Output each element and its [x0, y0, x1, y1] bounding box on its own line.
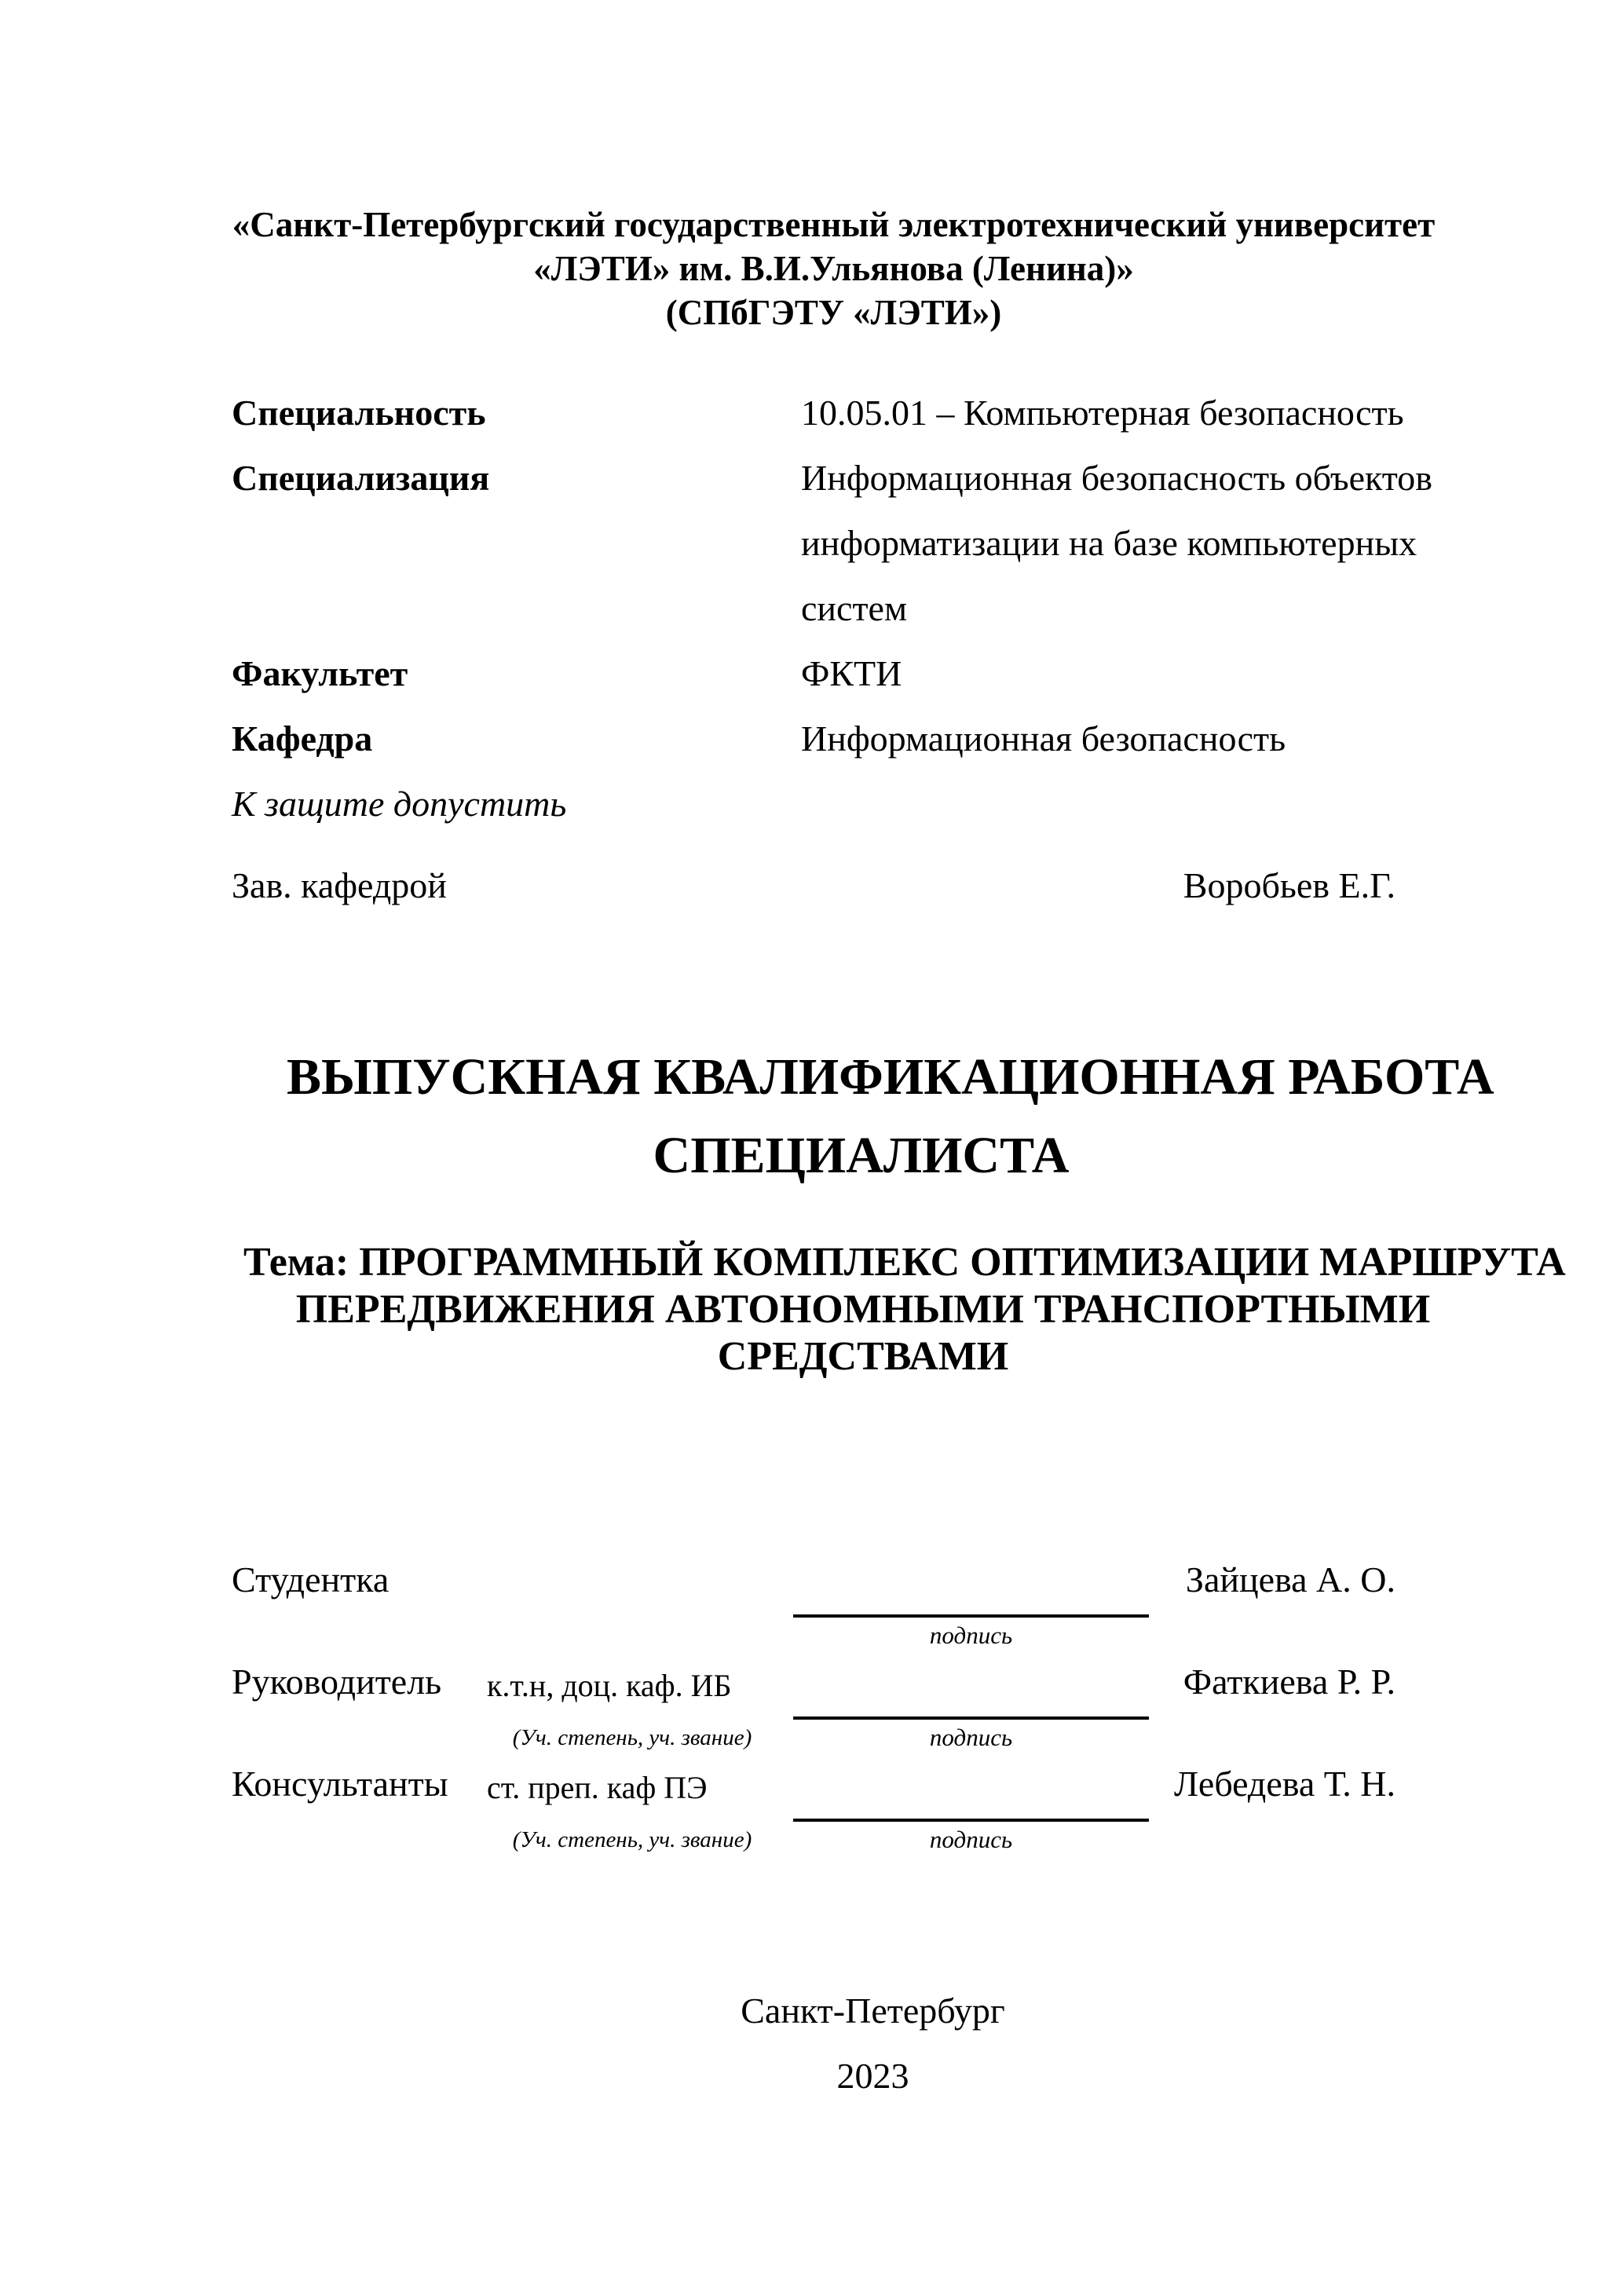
work-type-line2: СПЕЦИАЛИСТА [653, 1127, 1070, 1184]
university-name-line3: (СПбГЭТУ «ЛЭТИ») [665, 293, 1002, 332]
student-role-label: Студентка [232, 1559, 390, 1600]
specialization-value [801, 445, 1432, 641]
supervisor-signature-caption: подпись [929, 1724, 1013, 1751]
specialization-value-line3: систем [801, 588, 908, 628]
student-name: Зайцева А. О. [1185, 1559, 1395, 1600]
specialization-row [0, 445, 1624, 628]
student-signature-line [793, 1614, 1149, 1618]
work-type-title [232, 1038, 1494, 1195]
supervisor-degree-caption: (Уч. степень, уч. звание) [512, 1725, 752, 1750]
specialty-label: Специальность [232, 393, 486, 433]
specialization-value-line2: информатизации на базе компьютерных [801, 523, 1417, 563]
supervisor-role-label: Руководитель [232, 1662, 442, 1702]
specialization-label: Специализация [232, 458, 490, 498]
head-of-department-name: Воробьев Е.Г. [1183, 865, 1395, 905]
admission-row [0, 771, 1624, 836]
supervisor-signature-line [793, 1717, 1149, 1720]
university-name-line1: «Санкт-Петербургский государственный электротехнический университет [232, 205, 1436, 244]
work-theme-line3: СРЕДСТВАМИ [717, 1334, 1009, 1379]
page-footer [232, 1978, 1436, 2108]
head-of-department-label: Зав. кафедрой [232, 865, 447, 905]
consultant-signature-line [793, 1819, 1149, 1822]
head-of-department-row [0, 853, 1624, 918]
department-row [0, 706, 1624, 771]
consultant-role-label: Консультанты [232, 1764, 448, 1804]
student-signature-caption: подпись [929, 1621, 1013, 1649]
university-header [232, 203, 1436, 335]
consultant-degree-caption: (Уч. степень, уч. звание) [512, 1827, 752, 1852]
consultant-degree: ст. преп. каф ПЭ [487, 1770, 708, 1805]
department-label: Кафедра [232, 718, 373, 759]
supervisor-name: Фаткиева Р. Р. [1183, 1662, 1395, 1702]
university-name-line2: «ЛЭТИ» им. В.И.Ульянова (Ленина)» [533, 249, 1134, 288]
work-theme [188, 1239, 1566, 1380]
specialty-row [0, 380, 1624, 445]
faculty-row [0, 641, 1624, 706]
footer-city: Санкт-Петербург [741, 1991, 1005, 2031]
faculty-label: Факультет [232, 653, 408, 693]
footer-year: 2023 [836, 2056, 909, 2096]
consultant-signature-caption: подпись [929, 1826, 1013, 1853]
work-theme-line1: Тема: ПРОГРАММНЫЙ КОМПЛЕКС ОПТИМИЗАЦИИ МАРШРУТА [243, 1240, 1566, 1285]
signature-row-consultant [0, 1763, 1624, 1865]
work-theme-line2: ПЕРЕДВИЖЕНИЯ АВТОНОМНЫМИ ТРАНСПОРТНЫМИ [295, 1287, 1431, 1332]
specialty-value: 10.05.01 – Компьютерная безопасность [801, 393, 1404, 433]
supervisor-degree: к.т.н, доц. каф. ИБ [487, 1668, 732, 1703]
faculty-value: ФКТИ [801, 653, 902, 693]
signature-row-student [0, 1559, 1624, 1661]
signature-row-supervisor [0, 1661, 1624, 1763]
specialization-value-line1: Информационная безопасность объектов [801, 458, 1433, 498]
department-value: Информационная безопасность [801, 718, 1286, 759]
consultant-name: Лебедева Т. Н. [1174, 1764, 1395, 1804]
admission-note: К защите допустить [232, 784, 567, 824]
work-type-line1: ВЫПУСКНАЯ КВАЛИФИКАЦИОННАЯ РАБОТА [287, 1048, 1494, 1106]
